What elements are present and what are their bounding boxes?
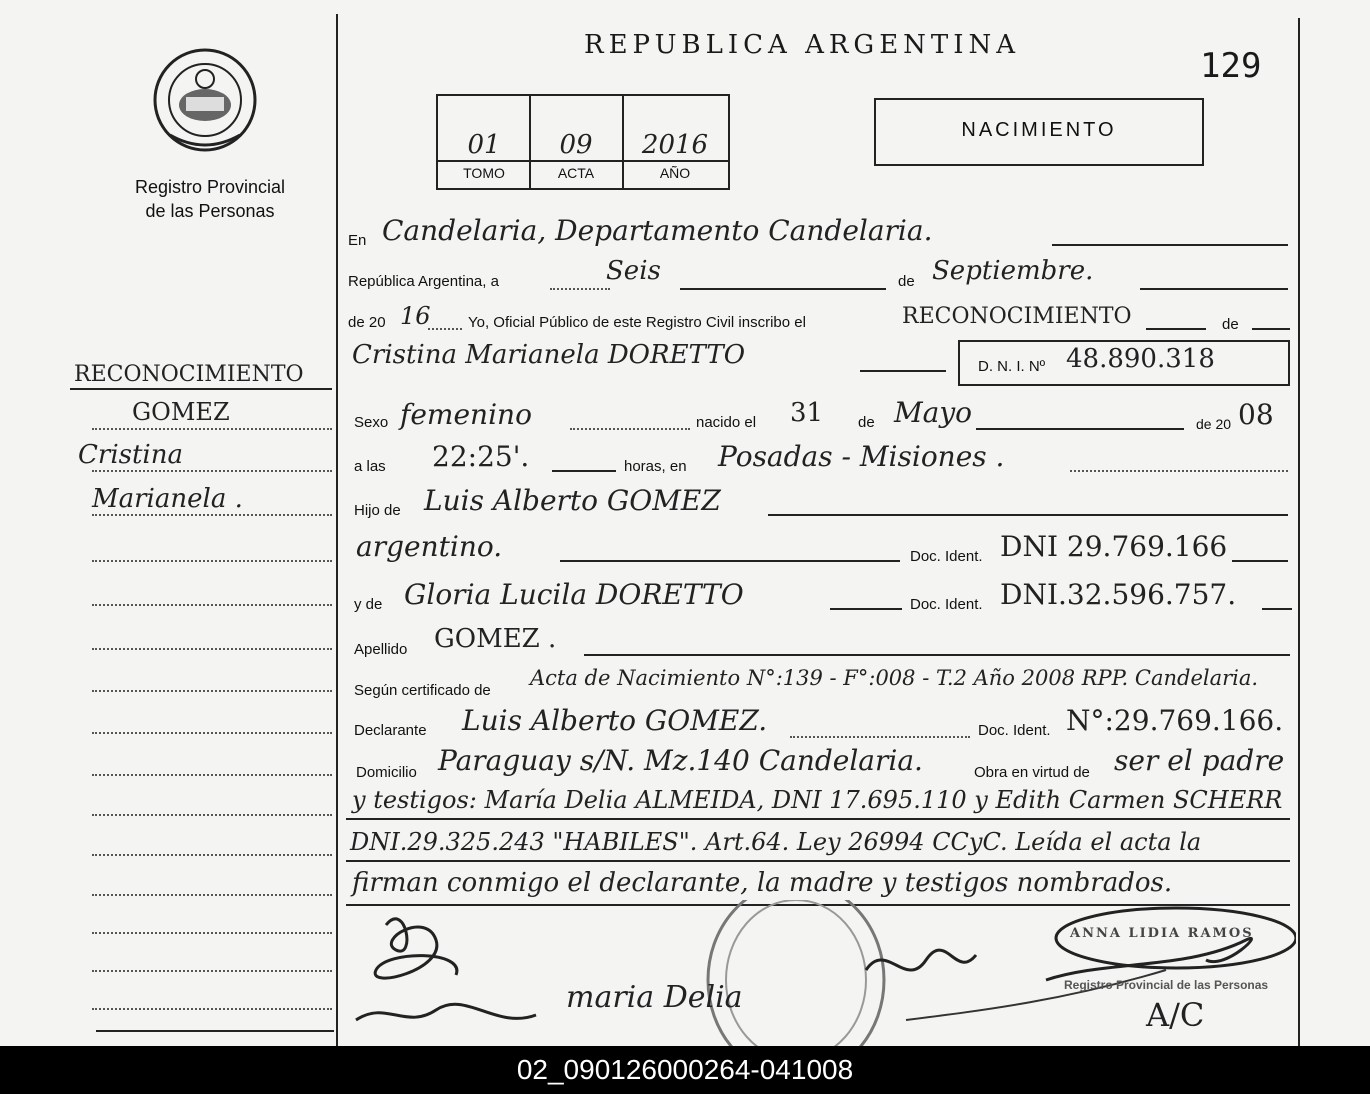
official-title: Registro Provincial de las Personas: [1064, 978, 1269, 992]
country-title: REPUBLICA ARGENTINA: [584, 30, 1021, 60]
fill-dots: [428, 328, 462, 330]
margin-rule: [96, 1030, 334, 1032]
fill-dots: [570, 428, 690, 430]
apellido-value: GOMEZ .: [434, 624, 557, 654]
fill-line: [1140, 288, 1288, 290]
margin-dotted-line: [92, 932, 332, 934]
fill-line: [560, 560, 900, 562]
fill-dots: [1070, 470, 1288, 472]
obra-label: Obra en virtud de: [974, 764, 1090, 781]
domicilio-label: Domicilio: [356, 764, 417, 781]
left-margin-border: [336, 14, 338, 1046]
margin-dotted-line: [92, 648, 332, 650]
margin-name2: Marianela .: [92, 484, 243, 514]
fill-line: [1252, 328, 1290, 330]
nacido-label: nacido el: [696, 414, 757, 431]
father-doc: DNI 29.769.166: [1000, 530, 1228, 563]
hijo-label: Hijo de: [354, 502, 401, 519]
margin-dotted-line: [92, 854, 332, 856]
fill-line: [830, 608, 902, 610]
margin-rule: [70, 388, 332, 390]
record-box-divider: [529, 94, 531, 188]
fill-line: [346, 860, 1290, 862]
margin-dotted-line: [92, 470, 332, 472]
dni-habiles-line: DNI.29.325.243 "HABILES". Art.64. Ley 26994 CCyC. Leída el acta la: [350, 828, 1202, 856]
mother-name: Gloria Lucila DORETTO: [404, 578, 744, 611]
margin-dotted-line: [92, 732, 332, 734]
witness-signature: maria Delia: [566, 980, 743, 1015]
fill-line: [1232, 560, 1288, 562]
fill-dots: [550, 288, 610, 290]
domicilio-value: Paraguay s/N. Mz.140 Candelaria.: [438, 744, 923, 777]
republica-label: República Argentina, a: [348, 273, 499, 290]
person-name: Cristina Marianela DORETTO: [352, 340, 746, 370]
page-number: 129: [1200, 46, 1262, 86]
birth-year-suffix: 08: [1238, 398, 1274, 431]
birth-place: Posadas - Misiones .: [718, 440, 1005, 473]
margin-heading: RECONOCIMIENTO: [74, 362, 304, 387]
birth-month: Mayo: [894, 396, 973, 429]
mother-doc: DNI.32.596.757.: [1000, 578, 1237, 611]
margin-dotted-line: [92, 1008, 332, 1010]
segun-label: Según certificado de: [354, 682, 491, 699]
father-name: Luis Alberto GOMEZ: [424, 484, 721, 517]
yde-label: y de: [354, 596, 383, 613]
dni-value: 48.890.318: [1066, 344, 1215, 374]
horas-label: horas, en: [624, 458, 687, 475]
sexo-value: femenino: [400, 398, 532, 431]
doc-ident-label-2: Doc. Ident.: [910, 596, 983, 613]
de-label-3: de: [858, 414, 875, 431]
margin-dotted-line: [92, 560, 332, 562]
margin-surname: GOMEZ: [132, 398, 230, 426]
year-prefix: de 20: [348, 314, 386, 331]
yo-text: Yo, Oficial Público de este Registro Civil inscribo el: [468, 314, 806, 331]
anio-label: AÑO: [659, 165, 691, 181]
obra-value: ser el padre: [1114, 744, 1285, 777]
father-nationality: argentino.: [356, 530, 503, 563]
firman-line: firman conmigo el declarante, la madre y testigos nombrados.: [352, 868, 1173, 898]
acta-label: ACTA: [557, 165, 595, 181]
margin-dotted-line: [92, 514, 332, 516]
tomo-label: TOMO: [463, 165, 505, 181]
declarante-label: Declarante: [354, 722, 427, 739]
declarante-doc: N°:29.769.166.: [1066, 704, 1284, 737]
margin-dotted-line: [92, 970, 332, 972]
official-name: ANNA LIDIA RAMOS: [1070, 926, 1254, 941]
fill-dots: [790, 736, 970, 738]
day-word: Seis: [606, 256, 661, 286]
tomo-value: 01: [467, 130, 501, 160]
certificado-value: Acta de Nacimiento N°:139 - F°:008 - T.2 Año 2008 RPP. Candelaria.: [530, 666, 1259, 690]
doc-ident-label: Doc. Ident.: [910, 548, 983, 565]
right-border: [1298, 18, 1300, 1046]
margin-name1: Cristina: [78, 440, 183, 470]
sexo-label: Sexo: [354, 414, 389, 431]
file-id-bar: 02_090126000264-041008: [0, 1046, 1370, 1094]
de20-label: de 20: [1196, 416, 1232, 432]
margin-dotted-line: [92, 428, 332, 430]
fill-line: [768, 514, 1288, 516]
anio-value: 2016: [641, 130, 709, 160]
en-label: En: [348, 232, 367, 249]
birth-day: 31: [790, 398, 824, 428]
dni-label: D. N. I. Nº: [978, 358, 1046, 375]
fill-line: [1052, 244, 1288, 246]
inscribo-value: RECONOCIMIENTO: [902, 304, 1132, 329]
margin-dotted-line: [92, 814, 332, 816]
fill-line: [552, 470, 616, 472]
place-value: Candelaria, Departamento Candelaria.: [382, 214, 933, 247]
month-value: Septiembre.: [932, 256, 1094, 286]
acta-value: 09: [559, 130, 593, 160]
fill-line: [680, 288, 886, 290]
doc-ident-label-3: Doc. Ident.: [978, 722, 1051, 739]
record-box-rule: [436, 160, 728, 162]
registry-name-line1: Registro Provincial: [134, 177, 286, 197]
birth-time: 22:25'.: [432, 440, 530, 473]
de-label-2: de: [1222, 316, 1239, 333]
alas-label: a las: [354, 458, 386, 475]
fill-line: [1146, 328, 1206, 330]
act-type: NACIMIENTO: [961, 119, 1117, 141]
record-box-divider: [622, 94, 624, 188]
de-label: de: [898, 273, 915, 290]
fill-line: [346, 818, 1290, 820]
fill-line: [860, 370, 946, 372]
fill-line: [1262, 608, 1292, 610]
margin-dotted-line: [92, 774, 332, 776]
testigos-line: y testigos: María Delia ALMEIDA, DNI 17.695.110 y Edith Carmen SCHERR: [352, 786, 1283, 814]
registry-name-line2: de las Personas: [145, 201, 275, 221]
margin-dotted-line: [92, 690, 332, 692]
initials: A/C: [1146, 996, 1205, 1034]
apellido-label: Apellido: [354, 641, 408, 658]
margin-dotted-line: [92, 604, 332, 606]
year-suffix: 16: [400, 302, 431, 330]
fill-line: [976, 428, 1184, 430]
declarante-value: Luis Alberto GOMEZ.: [462, 704, 768, 737]
province-seal-icon: [150, 45, 260, 155]
fill-line: [584, 654, 1290, 656]
margin-dotted-line: [92, 894, 332, 896]
